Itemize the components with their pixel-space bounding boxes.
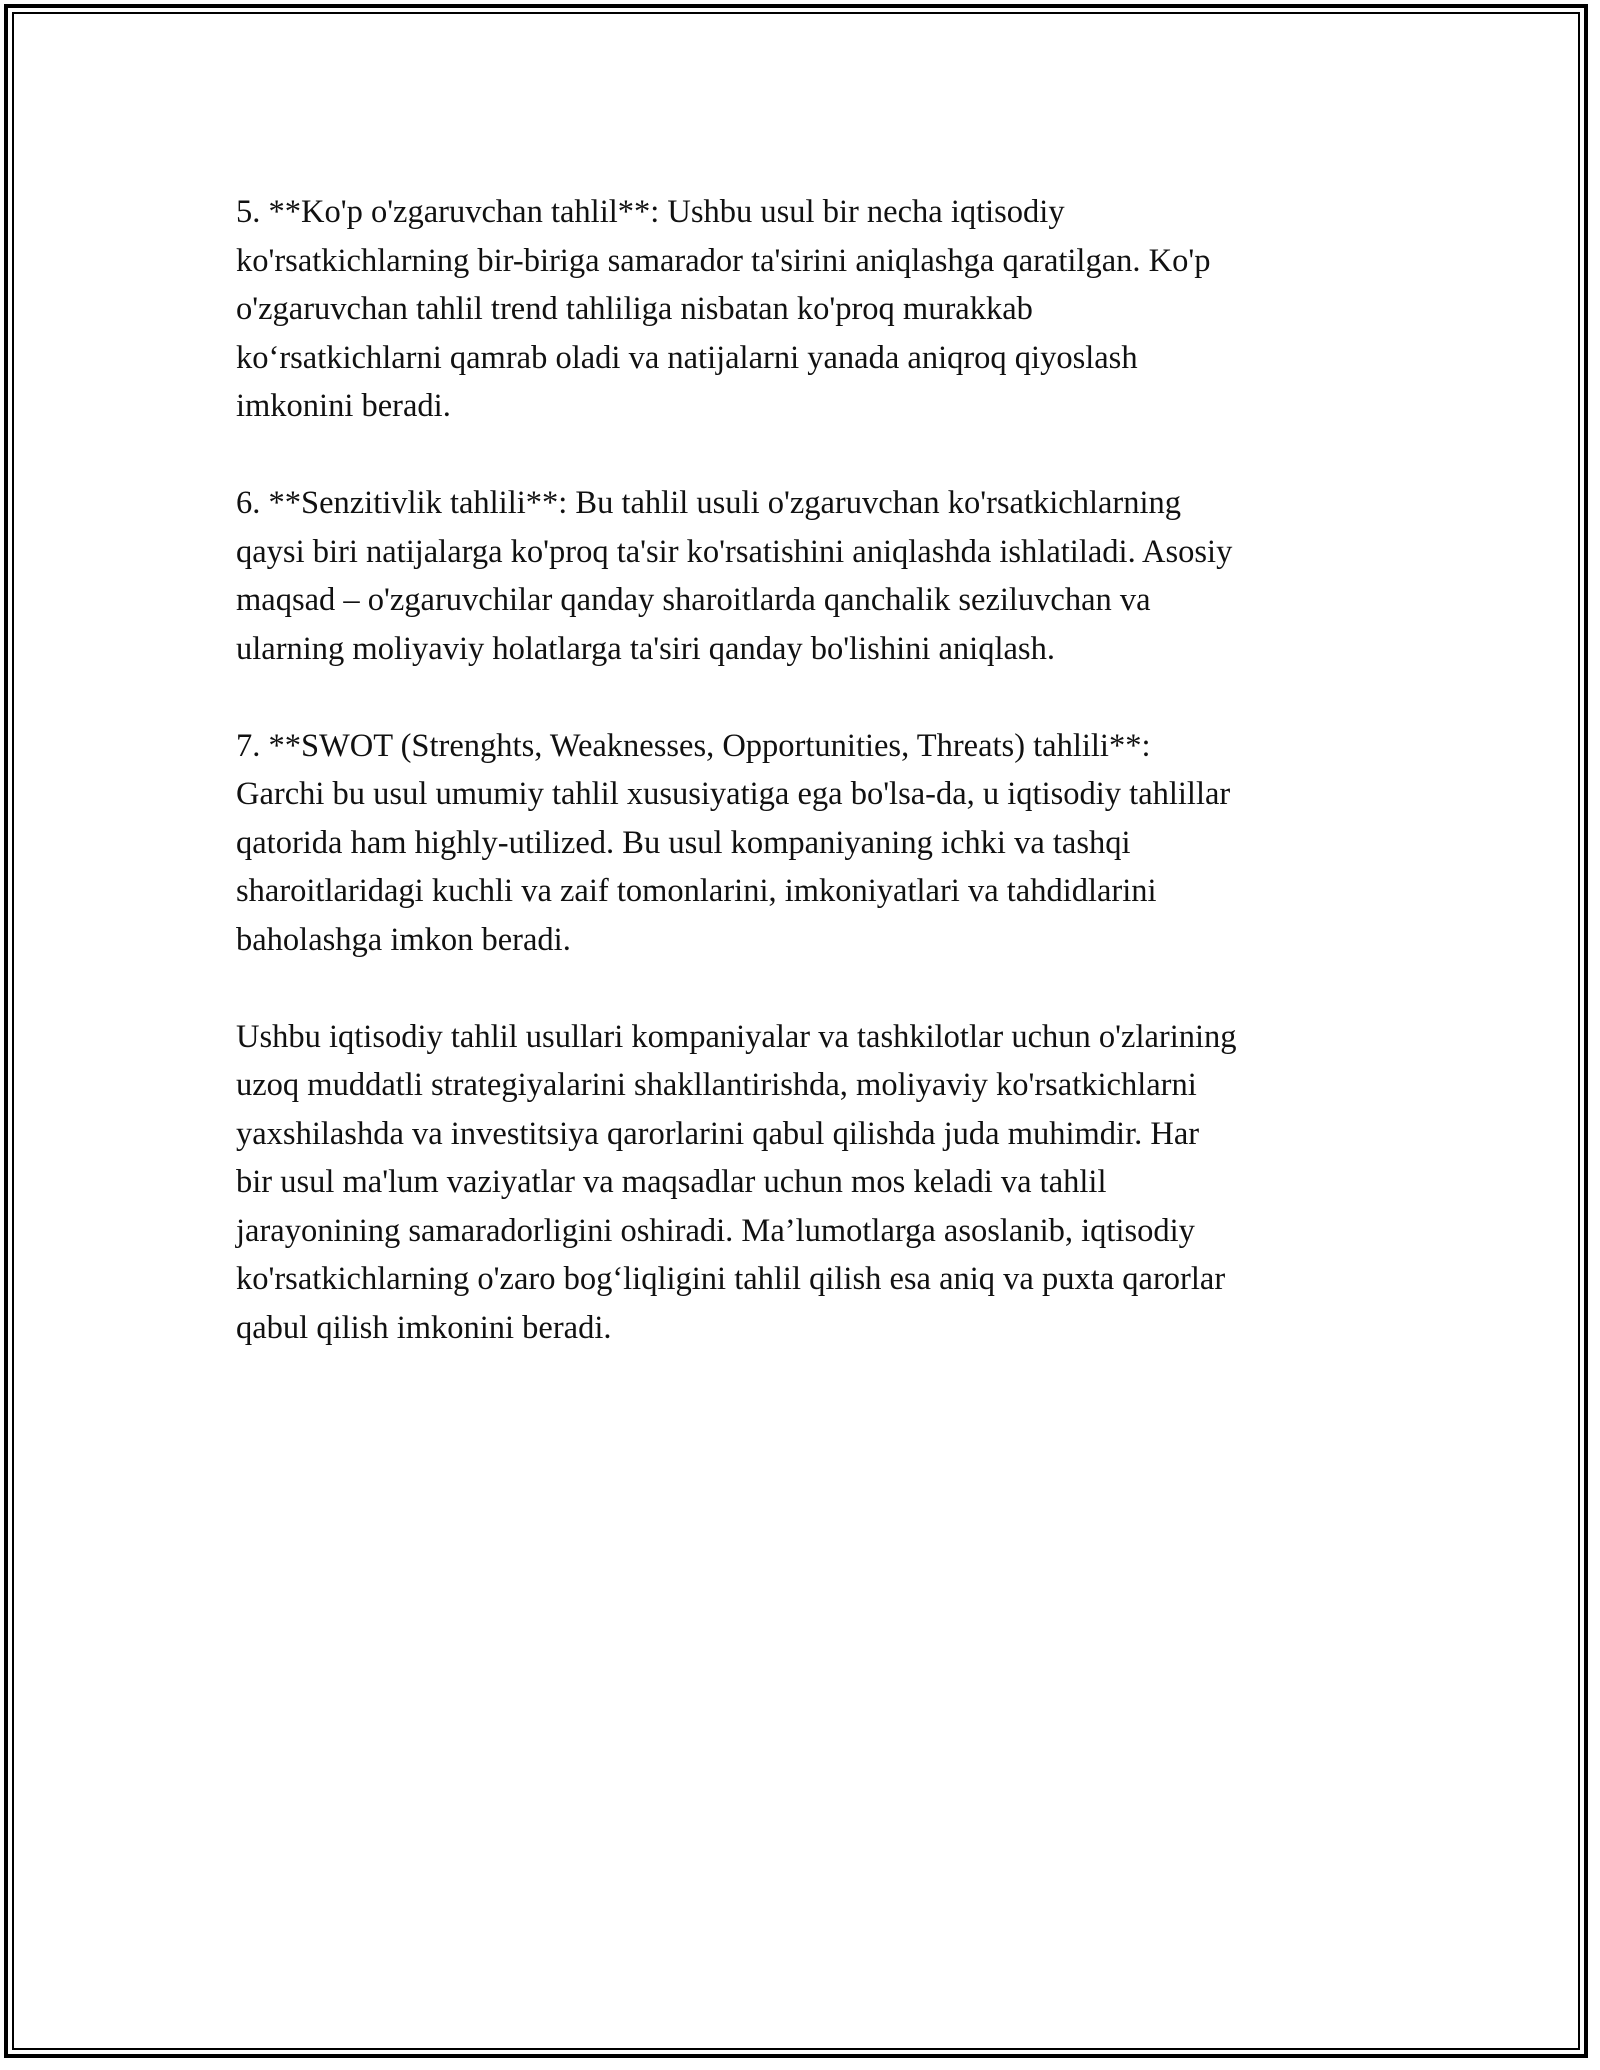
text-line: qaysi biri natijalarga ko'proq ta'sir ko'rsatishini aniqlashda ishlatiladi. Asosiy [236, 533, 1233, 570]
text-line: jarayonining samaradorligini oshiradi. Ma’lumotlarga asoslanib, iqtisodiy [236, 1212, 1195, 1249]
text-line: baholashga imkon beradi. [236, 921, 571, 958]
text-line: uzoq muddatli strategiyalarini shakllantirishda, moliyaviy ko'rsatkichlarni [236, 1067, 1197, 1103]
text-line: 7. **SWOT (Strenghts, Weaknesses, Opportunities, Threats) tahlili**: [236, 727, 1151, 764]
paragraph-method-5 [236, 188, 1376, 431]
text-line: maqsad – o'zgaruvchilar qanday sharoitlarda qanchalik seziluvchan va [236, 582, 1151, 618]
text-line: imkonini beradi. [236, 388, 451, 424]
text-line: Garchi bu usul umumiy tahlil xususiyatiga ega bo'lsa-da, u iqtisodiy tahlillar [236, 776, 1231, 812]
text-line: yaxshilashda va investitsiya qarorlarini qabul qilishda juda muhimdir. Har [236, 1115, 1200, 1152]
text-line: qatorida ham highly-utilized. Bu usul kompaniyaning ichki va tashqi [236, 824, 1131, 861]
text-line: ularning moliyaviy holatlarga ta'siri qanday bo'lishini aniqlash. [236, 630, 1055, 667]
text-line: o'zgaruvchan tahlil trend tahliliga nisbatan ko'proq murakkab [236, 291, 1033, 327]
text-line: Ushbu iqtisodiy tahlil usullari kompaniyalar va tashkilotlar uchun o'zlarining [236, 1018, 1237, 1055]
paragraph-method-7 [236, 722, 1376, 965]
text-line: bir usul ma'lum vaziyatlar va maqsadlar uchun mos keladi va tahlil [236, 1164, 1107, 1200]
paragraph-method-6 [236, 479, 1376, 673]
text-line: sharoitlaridagi kuchli va zaif tomonlarini, imkoniyatlari va tahdidlarini [236, 873, 1157, 909]
text-line: ko'rsatkichlarning o'zaro bog‘liqligini tahlil qilish esa aniq va puxta qarorlar [236, 1261, 1226, 1297]
text-line: 6. **Senzitivlik tahlili**: Bu tahlil usuli o'zgaruvchan ko'rsatkichlarning [236, 485, 1182, 521]
text-line: 5. **Ko'p o'zgaruvchan tahlil**: Ushbu usul bir necha iqtisodiy [236, 194, 1065, 230]
document-body [236, 188, 1376, 1401]
text-line: ko'rsatkichlarning bir-biriga samarador ta'sirini aniqlashga qaratilgan. Ko'p [236, 242, 1211, 279]
text-line: ko‘rsatkichlarni qamrab oladi va natijalarni yanada aniqroq qiyoslash [236, 339, 1138, 376]
paragraph-conclusion [236, 1013, 1376, 1353]
text-line: qabul qilish imkonini beradi. [236, 1309, 612, 1346]
